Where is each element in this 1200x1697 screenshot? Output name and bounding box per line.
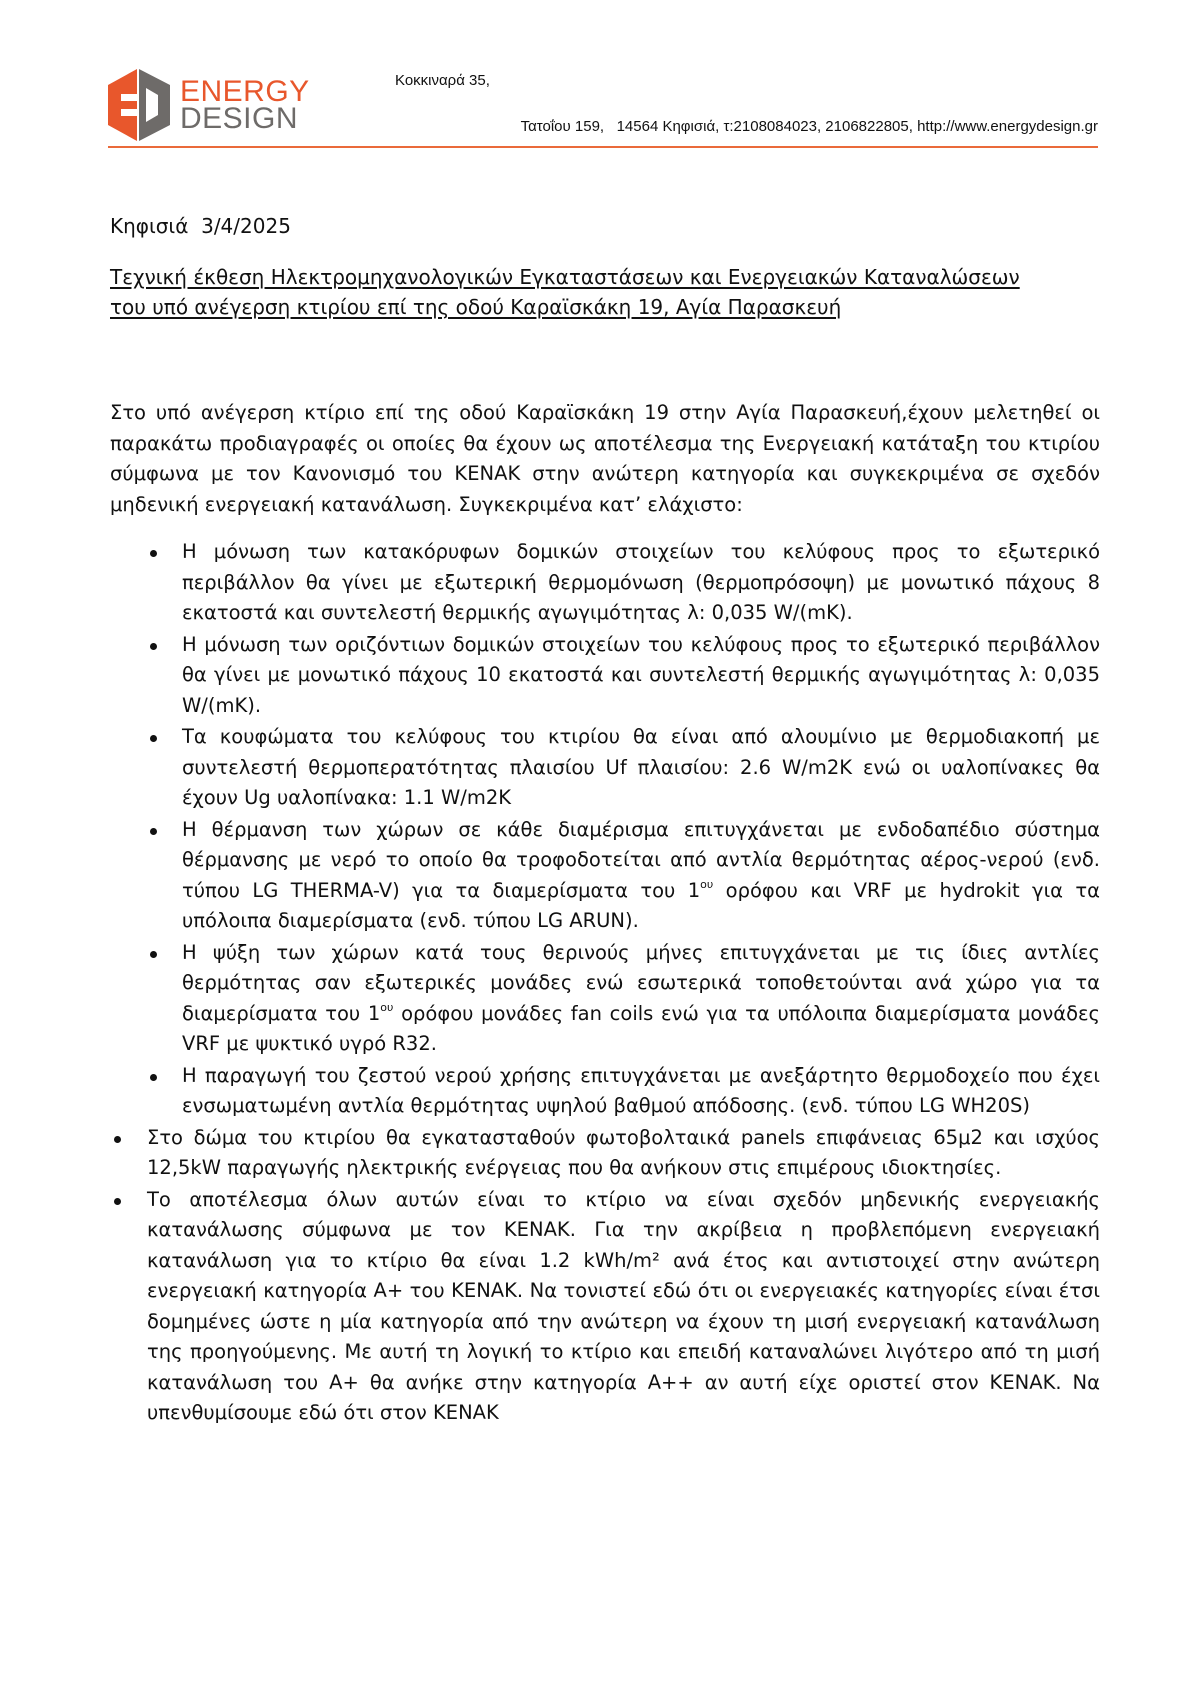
summary-item-text: Στο δώμα του κτιρίου θα εγκατασταθούν φωτοβολταικά panels επιφάνειας 65μ2 και ισχύος 12,5kW παραγωγής ηλεκτρικής ενέργειας που θα ανήκουν στις επιμέρους ιδιοκτησίες. <box>147 1125 1100 1179</box>
spec-item-roof-insulation <box>110 630 1100 722</box>
bullet-icon <box>114 1198 121 1205</box>
summary-item-text: Το αποτέλεσμα όλων αυτών είναι το κτίριο να είναι σχεδόν μηδενικής ενεργειακής κατανάλωσης σύμφωνα με τον ΚΕΝΑΚ. Για την ακρίβεια η προβλεπόμενη ενεργειακή κατανάλωση για το κτίριο θα είναι 1.2 kWh/m² ανά έτος και αντιστοιχεί στην ανώτερη ενεργειακή κατηγορία Α+ του ΚΕΝΑΚ. Να τονιστεί εδώ ότι οι ενεργειακές κατηγορίες είναι έτσι δομημένες ώστε η μία κατηγορία από την ανώτερη να έχουν τη μισή ενεργειακή κατανάλωση της προηγούμενης. Με αυτή τη λογική το κτίριο και επειδή καταναλώνει λιγότερο από τη μισή κατανάλωση του Α+ θα ανήκε στην κατηγορία Α++ αν αυτή είχε οριστεί στον ΚΕΝΑΚ. Να υπενθυμίσουμε εδώ ότι στον ΚΕΝΑΚ <box>147 1187 1100 1424</box>
spec-item-text: Η μόνωση των οριζόντιων δομικών στοιχείων του κελύφους προς το εξωτερικό περιβάλλον θα γίνει με μονωτικό πάχους 10 εκατοστά και συντελεστή θερμικής αγωγιμότητας λ: 0,035 W/(mK). <box>182 632 1100 717</box>
company-logo <box>108 68 310 142</box>
header-divider <box>108 146 1098 148</box>
address-contact-line: Τατοΐου 159, 14564 Κηφισιά, τ:2108084023, 2106822805, http://www.energydesign.gr <box>520 118 1098 135</box>
summary-item-energy-result <box>110 1185 1100 1429</box>
address-line-1: Κοκκιναρά 35, <box>395 72 490 89</box>
logo-word-design: DESIGN <box>180 102 299 135</box>
spec-item-heating <box>110 815 1100 937</box>
report-title-line-2: του υπό ανέγερση κτιρίου επί της οδού Καραϊσκάκη 19, Αγία Παρασκευή <box>110 295 842 319</box>
spec-item-text: Η μόνωση των κατακόρυφων δομικών στοιχείων του κελύφους προς το εξωτερικό περιβάλλον θα γίνει με εξωτερική θερμομόνωση (θερμοπρόσοψη) με μονωτικό πάχους 8 εκατοστά και συντελεστή θερμικής αγωγιμότητας λ: 0,035 W/(mK). <box>182 540 1100 624</box>
spec-item-text: Η ψύξη των χώρων κατά τους θερινούς μήνες επιτυγχάνεται με τις ίδιες αντλίες θερμότητας σαν εξωτερικές μονάδες ενώ εσωτερικά τοποθετούνται ανά χώρο για τα διαμερίσματα του 1 <box>182 940 1100 1025</box>
report-body <box>110 398 1100 1430</box>
spec-item-text: Η παραγωγή του ζεστού νερού χρήσης επιτυγχάνεται με ανεξάρτητο θερμοδοχείο που έχει ενσωματωμένη αντλία θερμότητας υψηλού βαθμού απόδοσης. (ενδ. τύπου LG WH20S) <box>182 1063 1100 1117</box>
energy-design-logo-icon <box>108 68 170 142</box>
ordinal-superscript: ου <box>380 1000 394 1014</box>
logo-word-energy: ENERGY <box>180 75 310 108</box>
report-title-line-1: Τεχνική έκθεση Ηλεκτρομηχανολογικών Εγκαταστάσεων και Ενεργειακών Καταναλώσεων <box>110 265 1020 289</box>
bullet-icon <box>150 828 157 835</box>
spec-item-text: Η θέρμανση των χώρων σε κάθε διαμέρισμα επιτυγχάνεται με ενδοδαπέδιο σύστημα θέρμανσης με νερό το οποίο θα τροφοδοτείται από αντλία θερμότητας αέρος-νερού (ενδ. τύπου LG THERMA-V) για τα διαμερίσματα του 1 <box>182 817 1100 902</box>
ordinal-superscript: ου <box>700 877 714 891</box>
spec-item-text: Τα κουφώματα του κελύφους του κτιρίου θα είναι από αλουμίνιο με θερμοδιακοπή με συντελεστή θερμοπερατότητας πλαισίου Uf πλαισίου: 2.6 W/m2K ενώ οι υαλοπίνακες θα έχουν Ug υαλοπίνακα: 1.1 W/m2K <box>182 725 1100 809</box>
summary-list <box>110 1123 1100 1429</box>
summary-item-photovoltaics <box>110 1123 1100 1184</box>
letter-date: Κηφισιά 3/4/2025 <box>110 214 291 238</box>
spec-item-wall-insulation <box>110 537 1100 629</box>
letterhead <box>108 64 1098 148</box>
spec-item-text-cont: ορόφου μονάδες fan coils ενώ για τα υπόλοιπα διαμερίσματα μονάδες VRF με ψυκτικό υγρό R32. <box>182 1001 1100 1055</box>
bullet-icon <box>150 951 157 958</box>
spec-item-cooling <box>110 938 1100 1060</box>
spec-item-text-cont: ορόφου και VRF με hydrokit για τα υπόλοιπα διαμερίσματα (ενδ. τύπου LG ARUN). <box>182 878 1100 932</box>
bullet-icon <box>150 735 157 742</box>
bullet-icon <box>150 643 157 650</box>
bullet-icon <box>150 1074 157 1081</box>
report-title <box>110 262 1100 322</box>
bullet-icon <box>114 1136 121 1143</box>
specification-list <box>110 537 1100 1122</box>
spec-item-hot-water <box>110 1061 1100 1122</box>
bullet-icon <box>150 550 157 557</box>
spec-item-windows <box>110 722 1100 814</box>
intro-paragraph: Στο υπό ανέγερση κτίριο επί της οδού Καραϊσκάκη 19 στην Αγία Παρασκευή,έχουν μελετηθεί οι παρακάτω προδιαγραφές οι οποίες θα έχουν ως αποτέλεσμα της Ενεργειακή κατάταξη του κτιρίου σύμφωνα με τον Κανονισμό του ΚΕΝΑΚ στην ανώτερη κατηγορία και συγκεκριμένα σε σχεδόν μηδενική ενεργειακή κατανάλωση. Συγκεκριμένα κατ’ ελάχιστο: <box>110 401 1100 516</box>
